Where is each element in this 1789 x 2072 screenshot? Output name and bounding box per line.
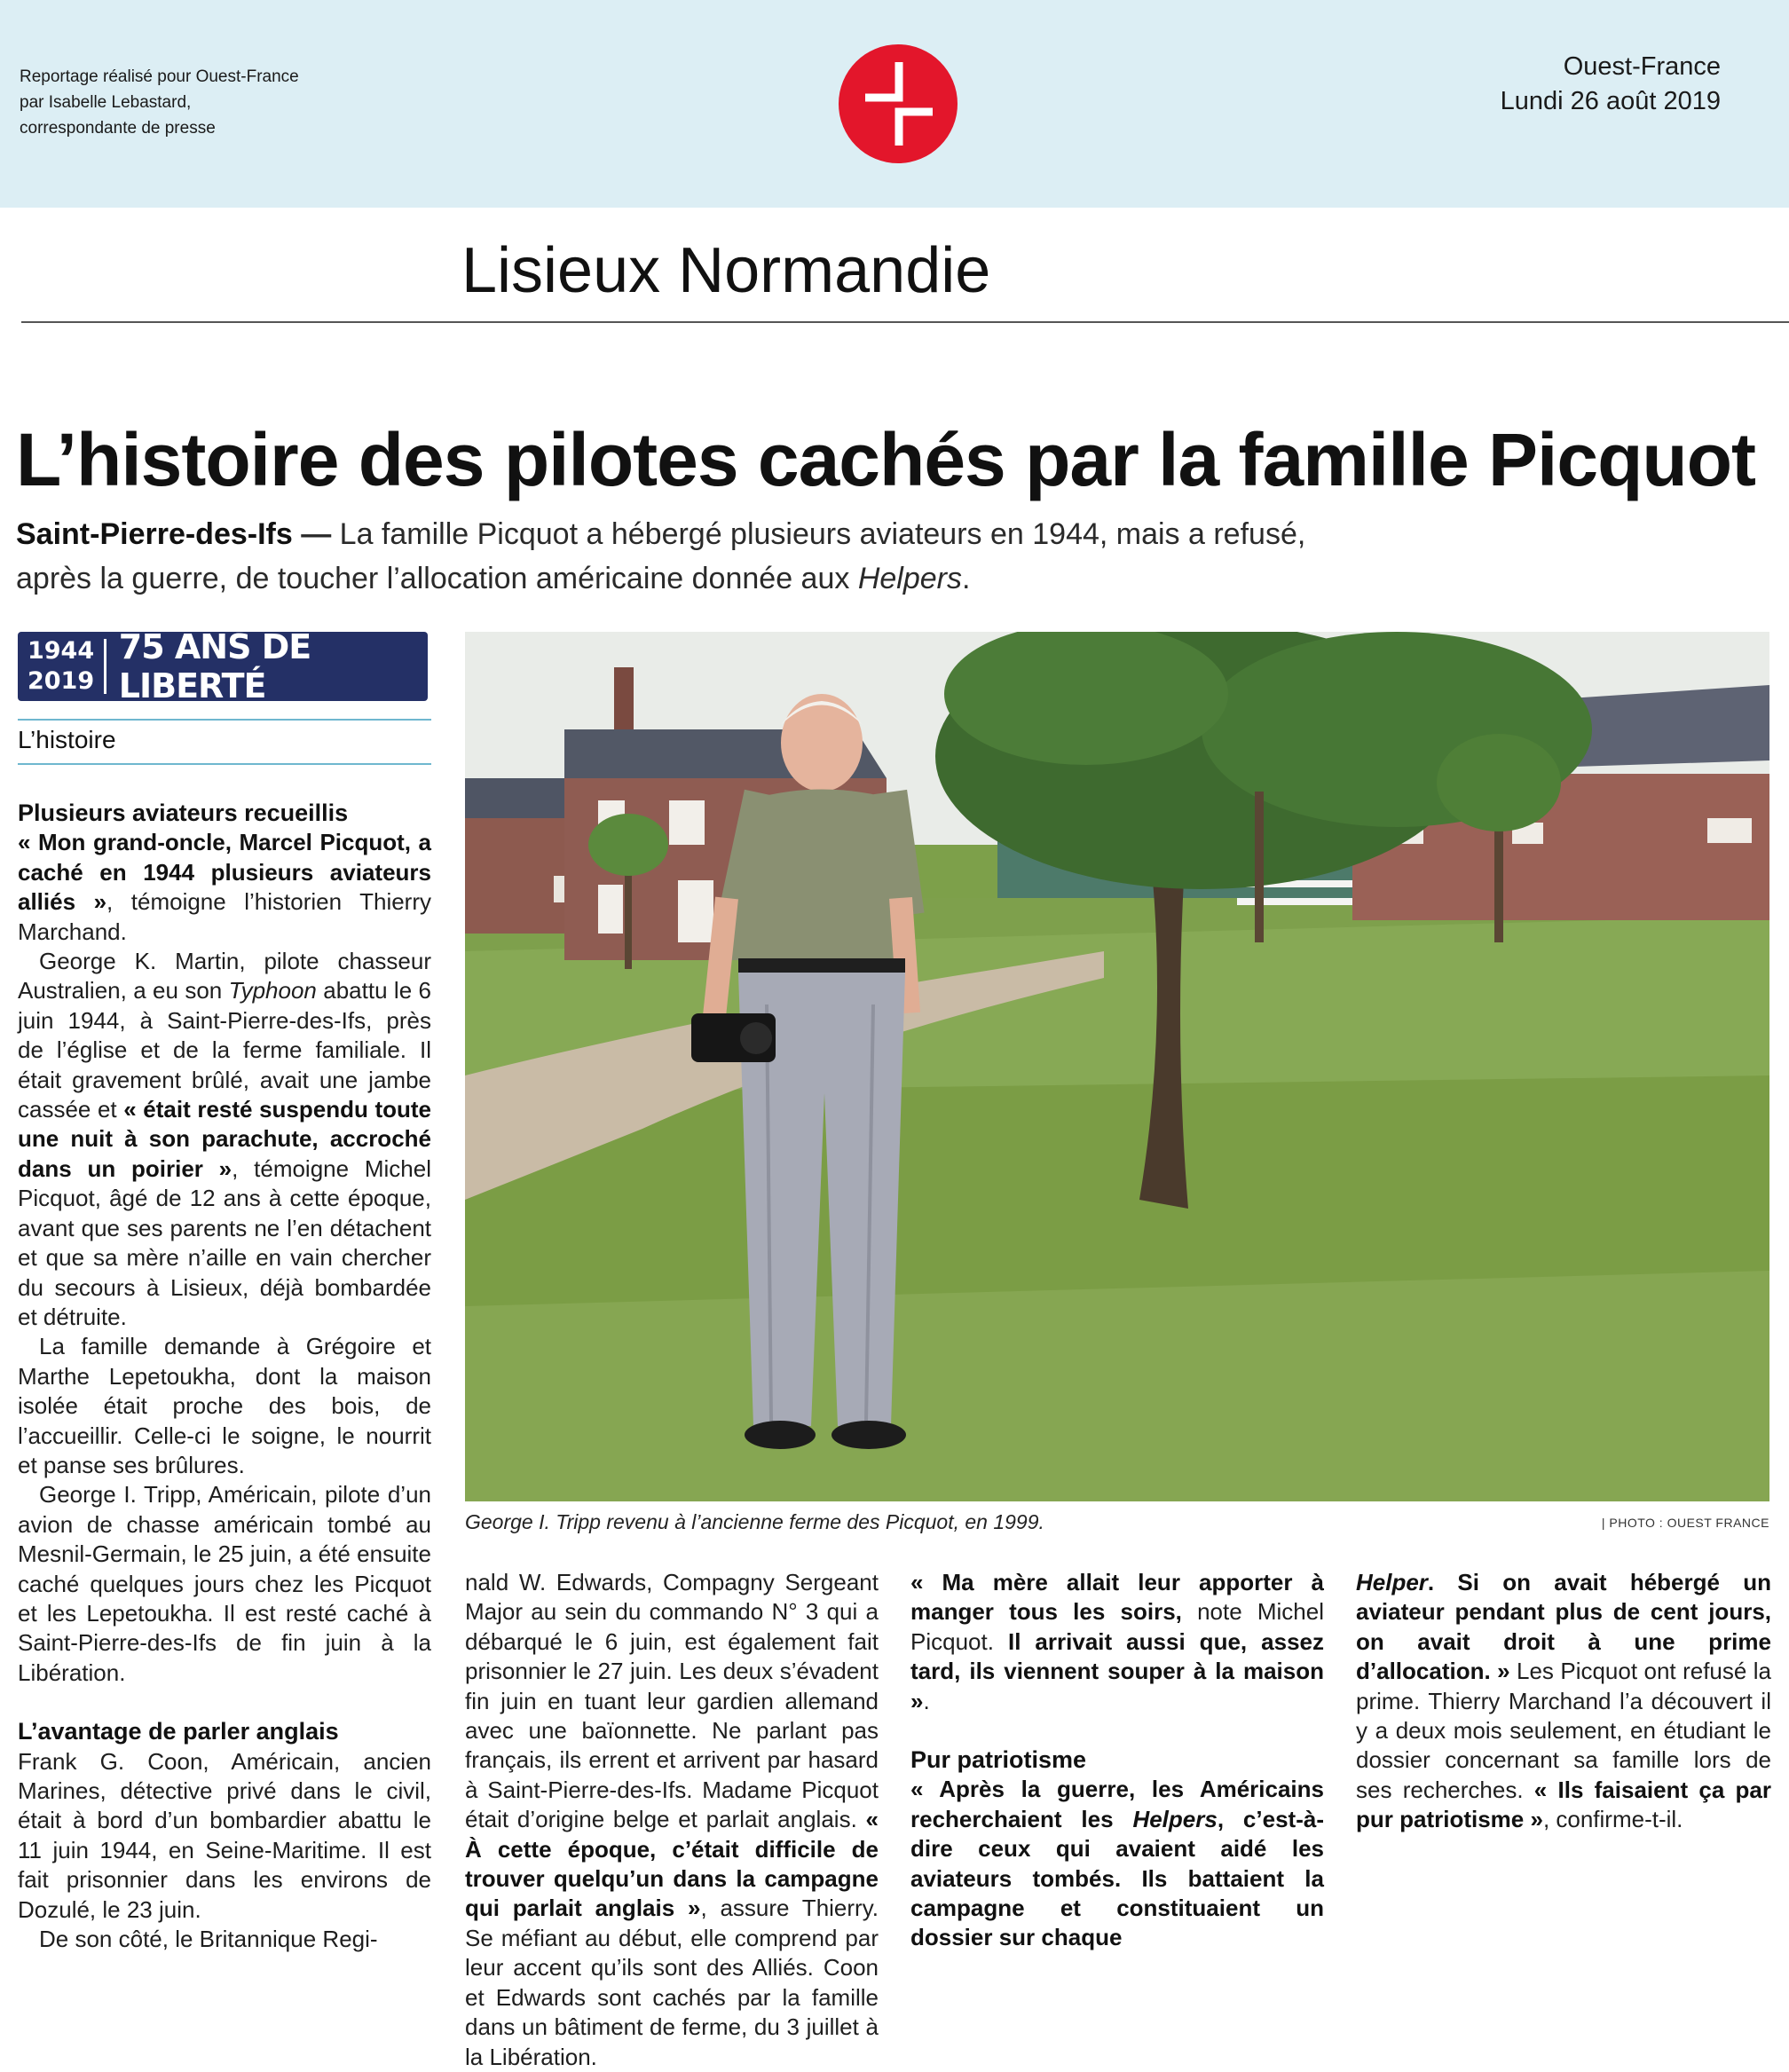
quote: « Mon grand-oncle, Marcel Picquot, a caché en 1944 plusieurs aviateurs alliés » [18, 829, 431, 916]
paragraph [1356, 1568, 1771, 1835]
text: , témoigne l’historien Thierry Marchand. [18, 888, 432, 945]
section-rule-bottom [18, 763, 431, 765]
text: , témoigne Michel Picquot, âgé de 12 ans à cette époque, avant que ses parents ne l’en détachent et que sa mère n’aille en vain chercher du secours à Lisieux, déjà bombardée et détruite. [18, 1154, 431, 1330]
quote: « était resté suspendu toute une nuit à son parachute, accroché dans un poirier » [18, 1096, 431, 1182]
dateline [1501, 50, 1721, 119]
photo-caption: George I. Tripp revenu à l’ancienne ferme des Picquot, en 1999. [465, 1510, 1044, 1533]
article-lead [16, 512, 1365, 601]
badge-years [18, 636, 104, 697]
text: , assure Thierry. Se méfiant au début, elle comprend par leur accent qu’ils sont des Alliés. Coon et Edwards sont cachés par la famille dans un bâtiment de ferme, du 3 juillet à la Libération. [465, 1895, 879, 2070]
article-headline: L’histoire des pilotes cachés par la famille Picquot [16, 418, 1755, 501]
paragraph [910, 1568, 1324, 1716]
article-column-3 [910, 1568, 1324, 1953]
badge-year-start: 1944 [27, 637, 95, 665]
quote: Il arrivait aussi que, assez tard, ils viennent souper à la maison » [910, 1627, 1324, 1714]
header-banner [0, 0, 1789, 208]
section-label: L’histoire [18, 726, 116, 753]
paragraph: Frank G. Coon, Américain, ancien Marines, détective privé dans le civil, était à bord d’un bombardier abattu le 11 juin 1944, en Seine-Maritime. Il est fait prisonnier dans les environs de Dozulé, le 23 juin. [18, 1747, 431, 1923]
rubric-divider [21, 321, 1789, 323]
quote: , c’est-à-dire ceux qui avaient aidé les aviateurs tombés. Ils battaient la campagne et constituaient un dossier sur chaque [910, 1805, 1324, 1951]
article-photo [465, 632, 1769, 1501]
aircraft-name: Typhoon [228, 977, 317, 1004]
paragraph: George I. Tripp, Américain, pilote d’un avion de chasse américain tombé au Mesnil-Germain, le 25 juin, a été ensuite caché quelques jours chez les Picquot et les Lepetoukha. Il est resté caché à Saint-Pierre-des-Ifs de fin juin à la Libération. [18, 1481, 431, 1686]
paragraph: La famille demande à Grégoire et Marthe Lepetoukha, dont la maison isolée était proche des bois, de l’accueillir. Celle-ci le soigne, le nourrit et panse ses brûlures. [18, 1333, 431, 1478]
helper-term: Helper [1356, 1569, 1428, 1595]
paragraph [18, 947, 431, 1332]
subheading: L’avantage de parler anglais [18, 1718, 339, 1745]
text: nald W. Edwards, Compagny Sergeant Major au sein du commando N° 3 qui a débarqué le 6 juin, est également fait prisonnier le 27 juin. Les deux s’évadent fin juin en tuant leur gardien allemand avec une baïonnette. Ne parlant pas français, ils errent et arrivent par hasard à Saint-Pierre-des-Ifs. Madame Picquot était d’origine belge et parlait anglais. [465, 1569, 879, 1833]
article-column-1 [18, 799, 431, 1954]
text: George K. Martin, pilote chasseur Australien, a eu son [18, 948, 431, 1004]
quote: « Après la guerre, les Américains recherchaient les [910, 1776, 1324, 1832]
photo-credit: | PHOTO : OUEST FRANCE [1601, 1516, 1769, 1530]
lead-place: Saint-Pierre-des-Ifs [16, 517, 293, 551]
text: , confirme-t-il. [1542, 1806, 1683, 1833]
subheading: Pur patriotisme [910, 1746, 1087, 1774]
section-rule-top [18, 719, 431, 721]
quote: « À cette époque, c’était difficile de trouver quelqu’un dans la campagne qui parlait anglais » [465, 1806, 879, 1922]
photo-illustration [465, 632, 1769, 1501]
badge-year-end: 2019 [27, 667, 95, 695]
reporter-credit [20, 64, 392, 141]
quote: . Si on avait hébergé un aviateur pendant plus de cent jours, on avait droit à une prime d’allocation. » [1356, 1569, 1771, 1685]
credit-line: correspondante de presse [20, 119, 216, 138]
liberation-anniversary-badge [18, 627, 428, 705]
paragraph [18, 828, 431, 947]
spacer [910, 1716, 1324, 1745]
rubric-title: Lisieux Normandie [461, 235, 991, 306]
ouest-france-logo-icon [839, 44, 958, 163]
paragraph [465, 1568, 879, 2072]
lead-dash: — [292, 517, 340, 551]
article-column-4 [1356, 1568, 1771, 1835]
text: note Michel Picquot. [910, 1598, 1325, 1655]
credit-line: par Isabelle Lebastard, [20, 93, 192, 112]
lead-end: . [961, 562, 971, 595]
publication-date: Lundi 26 août 2019 [1500, 87, 1721, 115]
lead-emphasis: Helpers [857, 562, 962, 595]
text: abattu le 6 juin 1944, à Saint-Pierre-des-Ifs, près de l’église et de la ferme familiale. Il était gravement brûlé, avait une jambe cassée et [18, 977, 431, 1123]
badge-label: 75 ANS DE LIBERTÉ [118, 627, 311, 705]
credit-line: Reportage réalisé pour Ouest-France [20, 67, 299, 86]
text: . [923, 1687, 930, 1714]
quote: « Ma mère allait leur apporter à manger tous les soirs, [910, 1569, 1324, 1626]
helpers-term: Helpers [1132, 1805, 1218, 1832]
text: Les Picquot ont refusé la prime. Thierry Marchand l’a découvert il y a deux mois seulement, en étudiant le dossier concernant sa famille lors de ses recherches. [1356, 1658, 1771, 1803]
paragraph: De son côté, le Britannique Regi- [39, 1926, 378, 1953]
subheading: Plusieurs aviateurs recueillis [18, 800, 349, 826]
publication-name: Ouest-France [1563, 52, 1721, 81]
quote: « Ils faisaient ça par pur patriotisme » [1356, 1776, 1771, 1833]
spacer [18, 1688, 431, 1717]
lead-text: La famille Picquot a hébergé plusieurs aviateurs en 1944, mais a refusé, après la guerre, de toucher l’allocation américaine donnée aux [16, 517, 1306, 595]
article-column-2 [465, 1568, 879, 2072]
paragraph [910, 1775, 1324, 1952]
